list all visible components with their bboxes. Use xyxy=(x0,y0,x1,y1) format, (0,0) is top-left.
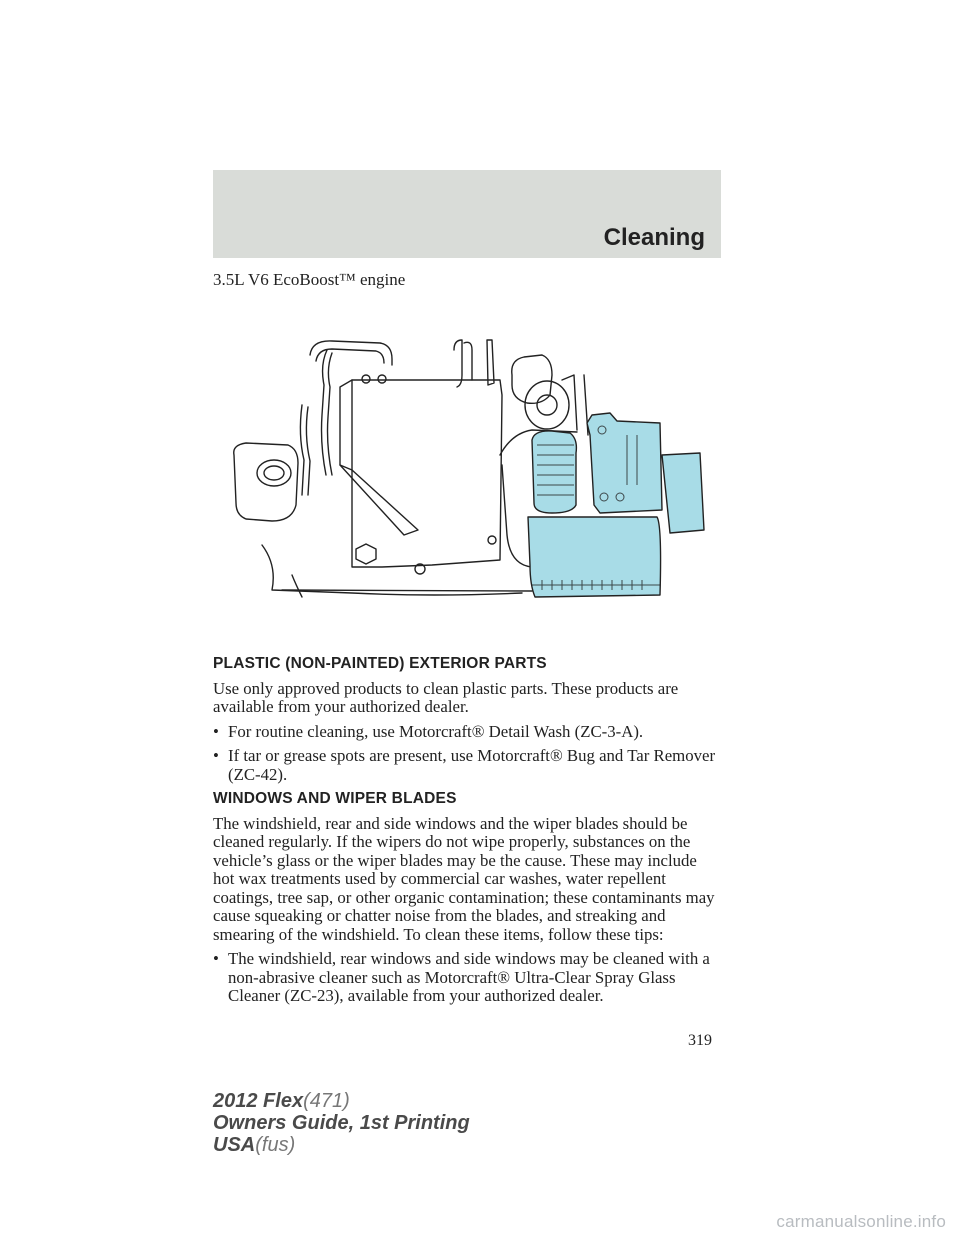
section-header-band xyxy=(213,170,721,258)
footer-model: 2012 Flex xyxy=(213,1090,304,1112)
footer-guide: Owners Guide, 1st Printing xyxy=(213,1112,470,1134)
section-heading-plastic: PLASTIC (NON-PAINTED) EXTERIOR PARTS xyxy=(213,655,547,672)
bullet-marker: • xyxy=(213,746,219,765)
bullet-marker: • xyxy=(213,949,219,968)
bullet-item xyxy=(213,723,721,742)
bullet-list-windows xyxy=(213,950,721,1006)
footer-guide-line xyxy=(213,1112,470,1134)
footer-model-code: (471) xyxy=(303,1090,350,1112)
page-number: 319 xyxy=(688,1032,712,1049)
bullet-text: For routine cleaning, use Motorcraft® Detail Wash (ZC-3-A). xyxy=(228,721,644,741)
bullet-list-plastic xyxy=(213,723,721,785)
section-heading-windows: WINDOWS AND WIPER BLADES xyxy=(213,790,457,807)
print-footer xyxy=(213,1090,470,1156)
section-paragraph-windows: The windshield, rear and side windows and the wiper blades should be cleaned regularly. If the wipers do not wipe properly, substances on the vehicle’s glass or the wiper blades may be the cause. These may include hot wax treatments used by commercial car washes, water repellent coatings, tree sap, or other organic contamination; these contaminants may cause squeaking or chatter noise from the blades, and streaking and smearing of the windshield. To clean these items, follow these tips: xyxy=(213,813,715,944)
section-title: Cleaning xyxy=(603,224,705,251)
section-paragraph-plastic: Use only approved products to clean plastic parts. These products are available from your authorized dealer. xyxy=(213,678,679,716)
bullet-item xyxy=(213,747,721,784)
footer-market-line xyxy=(213,1134,470,1156)
engine-illustration xyxy=(232,335,710,603)
footer-model-line xyxy=(213,1090,470,1112)
article-content xyxy=(213,655,721,1012)
watermark-link[interactable]: carmanualsonline.info xyxy=(776,1212,946,1231)
figure-caption: 3.5L V6 EcoBoost™ engine xyxy=(213,270,406,289)
footer-market: USA xyxy=(213,1134,256,1156)
bullet-text: The windshield, rear windows and side windows may be cleaned with a non-abrasive cleaner such as Motorcraft® Ultra-Clear Spray Glass Cleaner (ZC-23), available from your authorized dealer. xyxy=(228,949,710,1005)
bullet-item xyxy=(213,950,721,1006)
bullet-marker: • xyxy=(213,721,219,741)
bullet-text: If tar or grease spots are present, use Motorcraft® Bug and Tar Remover (ZC-42). xyxy=(228,746,716,784)
footer-market-code: (fus) xyxy=(255,1134,296,1156)
